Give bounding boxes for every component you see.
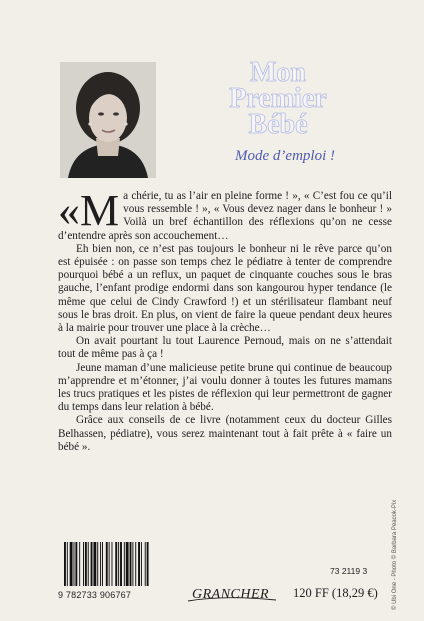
barcode-bar [145,542,146,586]
barcode-bar [74,542,75,586]
barcode-bar [83,542,84,586]
barcode-bar [93,542,96,586]
isbn-barcode [58,542,156,604]
paragraph-4: Jeune maman d’une malicieuse petite brune qui continue de beaucoup m’apprendre et m’étonner, j’ai voulu donner à toutes les futures mamans les trucs pratiques et les pistes de réflexion qui leur permettront de gagner du temps dans leur relation à bébé. [58,361,392,414]
barcode-bar [124,542,125,586]
back-cover-text [58,186,392,454]
barcode-bar [88,542,89,586]
barcode-bar [100,542,101,586]
barcode-bar [147,542,149,586]
barcode-bar [109,542,110,586]
barcode-bar [141,542,142,586]
book-title [198,57,358,140]
barcode-bar [118,542,119,586]
barcode-bar [132,542,133,586]
paragraph-1-text: a chérie, tu as l’air en pleine forme ! », « C’est fou ce qu’il vous ressemble ! », « Vous devez nager dans le bonheur ! » Voilà un bref échantillon des réflexions qu’on ne cesse d’entendre après son accouchement… [58,190,392,242]
paragraph-3: On avait pourtant lu tout Laurence Pernoud, mais on ne s’attendait tout de même pas à ça ! [58,335,392,361]
barcode-bar [79,542,80,586]
barcode-bar [91,542,93,586]
author-portrait-image [60,62,156,178]
barcode-bar [75,542,77,586]
barcode-bar [70,542,73,586]
publisher-logo [184,585,280,605]
barcode-bar [64,542,66,586]
title-line-3: Bébé [248,109,308,140]
paragraph-2: Eh bien non, ce n’est pas toujours le bonheur ni le rêve parce qu’on est épuisée : on passe son temps chez le pédiatre à tenter de comprendre pourquoi bébé a un reflux, un paquet de cinquante couches sous le bras gauche, l’enfant prodige endormi dans son kangourou hyper tendance (le même que celui de Cindy Crawford !) et un stérilisateur flambant neuf sous le bras droit. En plus, on vient de faire la queue pendant deux heures à la mairie pour trouver une place à la crèche… [58,242,392,335]
product-code: 73 2119 3 [330,566,368,576]
barcode-bar [106,542,108,586]
barcode-bar [67,542,68,586]
barcode-bars [58,542,156,588]
book-subtitle: Mode d’emploi ! [235,148,335,164]
photo-credit: © Ubi One - Photo © Barbara Peacok-Pix [392,499,398,610]
paragraph-5: Grâce aux conseils de ce livre (notamment ceux du docteur Gilles Belhassen, pédiatre), vous serez maintenant tout à fait prête à « faire un bébé ». [58,414,392,453]
title-line-2: Premier [229,83,327,114]
publisher-name: GRANCHER [192,587,270,602]
title-line-1: Mon [250,57,306,88]
barcode-bar [126,542,129,586]
barcode-bar [120,542,122,586]
barcode-bar [102,542,103,586]
barcode-digits: 9 782733 906767 [58,590,132,600]
barcode-bar [112,542,113,586]
price: 120 FF (18,29 €) [293,586,378,600]
drop-cap: «M [58,186,120,235]
author-photo [60,62,156,178]
barcode-bar [138,542,140,586]
barcode-bar [115,542,117,586]
paragraph-1 [58,186,392,243]
barcode-bar [97,542,98,586]
barcode-bar [130,542,132,586]
barcode-bar [85,542,87,586]
barcode-bar [135,542,136,586]
